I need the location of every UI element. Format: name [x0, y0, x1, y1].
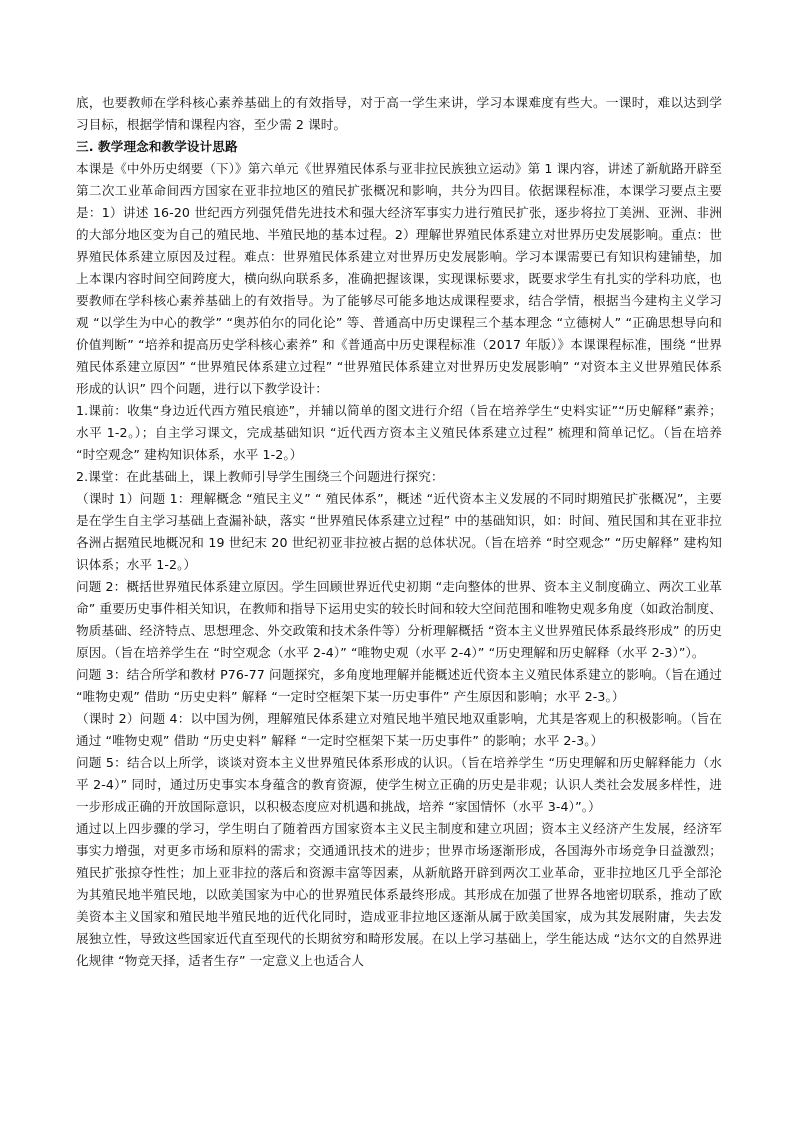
paragraph-question-5: 问题 5：结合以上所学，谈谈对资本主义世界殖民体系形成的认识。（旨在培养学生 “历史理解和历史解释能力（水平 2-4）” 同时，通过历史事实本身蕴含的教育资源，使学生树立正确的历史是非观；认识人类社会发展多样性，进一步形成正确的开放国际意识，以积极态度应对机遇和挑战，培养 “家国情怀（水平 3-4）”。） [76, 755, 722, 814]
paragraph-summary: 通过以上四步骤的学习，学生明白了随着西方国家资本主义民主制度和建立巩固；资本主义经济产生发展，经济军事实力增强，对更多市场和原料的需求；交通通讯技术的进步；世界市场逐渐形成，各国海外市场竞争日益激烈；殖民扩张掠夺性性；加上亚非拉的落后和资源丰富等因素，从新航路开辟到两次工业革命，亚非拉地区几乎全部沦为其殖民地半殖民地，以欧美国家为中心的世界殖民体系最终形成。其形成在加强了世界各地密切联系，推动了欧美资本主义国家和殖民地半殖民地的近代化同时，造成亚非拉地区逐渐从属于欧美国家，成为其发展附庸，失去发展独立性，导致这些国家近代直至现代的长期贫穷和畸形发展。在以上学习基础上，学生能达成 “达尔文的自然界进化规律 “物竞天择，适者生存” 一定意义上也适合人 [76, 821, 722, 968]
paragraph-1: 底，也要教师在学科核心素养基础上的有效指导，对于高一学生来讲，学习本课难度有些大。一课时，难以达到学习目标，根据学情和课程内容，至少需 2 课时。 [76, 95, 722, 132]
paragraph-question-2: 问题 2：概括世界殖民体系建立原因。学生回顾世界近代史初期 “走向整体的世界、资本主义制度确立、两次工业革命” 重要历史事件相关知识，在教师和指导下运用史实的较长时间和较大空间范围和唯物史观多角度（如政治制度、物质基础、经济特点、思想理念、外交政策和技术条件等）分析理解概括 “资本主义世界殖民体系最终形成” 的历史原因。（旨在培养学生在 “时空观念（水平 2-4）” “唯物史观（水平 2-4）” “历史理解和历史解释（水平 2-3）”）。 [76, 579, 722, 660]
paragraph-in-class: 2.课堂：在此基础上，课上教师引导学生围绕三个问题进行探究： [76, 469, 444, 484]
paragraph-question-4: （课时 2）问题 4：以中国为例，理解殖民体系建立对殖民地半殖民地双重影响，尤其是客观上的积极影响。（旨在通过 “唯物史观” 借助 “历史史料” 解释 “一定时空框架下某一历史事件” 的影响；水平 2-3。） [76, 711, 722, 748]
document-page [76, 92, 722, 972]
section-heading: 三. 教学理念和教学设计思路 [76, 139, 238, 154]
paragraph-question-1: （课时 1）问题 1：理解概念 “殖民主义” “ 殖民体系”，概述 “近代资本主义发展的不同时期殖民扩张概况”，主要是在学生自主学习基础上查漏补缺，落实 “世界殖民体系建立过程” 中的基础知识，如：时间、殖民国和其在亚非拉各洲占据殖民地概况和 19 世纪末 20 世纪初亚非拉被占据的总体状况。（旨在培养 “时空观念” “历史解释” 建构知识体系；水平 1-2。） [76, 491, 722, 572]
paragraph-question-3: 问题 3：结合所学和教材 P76-77 问题探究，多角度地理解并能概述近代资本主义殖民体系建立的影响。（旨在通过 “唯物史观” 借助 “历史史料” 解释 “一定时空框架下某一历史事件” 产生原因和影响；水平 2-3。） [76, 667, 722, 704]
paragraph-intro: 本课是《中外历史纲要（下）》第六单元《世界殖民体系与亚非拉民族独立运动》第 1 课内容，讲述了新航路开辟至第二次工业革命间西方国家在亚非拉地区的殖民扩张概况和影响，共分为四目。依据课程标准，本课学习要点主要是：1）讲述 16-20 世纪西方列强凭借先进技术和强大经济军事实力进行殖民扩张，逐步将拉丁美洲、亚洲、非洲的大部分地区变为自己的殖民地、半殖民地的基本过程。2）理解世界殖民体系建立对世界历史发展影响。重点：世界殖民体系建立原因及过程。难点：世界殖民体系建立对世界历史发展影响。学习本课需要已有知识构建铺垫，加上本课内容时间空间跨度大，横向纵向联系多，准确把握该课，实现课标要求，既要求学生有扎实的学科功底，也要教师在学科核心素养基础上的有效指导。为了能够尽可能多地达成课程要求，结合学情，根据当今建构主义学习观 “以学生为中心的教学” “奥苏伯尔的同化论” 等、普通高中历史课程三个基本理念 “立德树人” “正确思想导向和价值判断” “培养和提高历史学科核心素养” 和《普通高中历史课程标准（2017 年版）》本课课程标准，围绕 “世界殖民体系建立原因” “世界殖民体系建立过程” “世界殖民体系建立对世界历史发展影响” “对资本主义世界殖民体系形成的认识” 四个问题，进行以下教学设计： [76, 161, 722, 396]
paragraph-pre-class: 1.课前：收集“身边近代西方殖民痕迹”，并辅以简单的图文进行介绍（旨在培养学生“史料实证”“历史解释”素养；水平 1-2。）；自主学习课文，完成基础知识 “近代西方资本主义殖民体系建立过程” 梳理和简单记忆。（旨在培养 “时空观念” 建构知识体系，水平 1-2。） [76, 403, 722, 462]
